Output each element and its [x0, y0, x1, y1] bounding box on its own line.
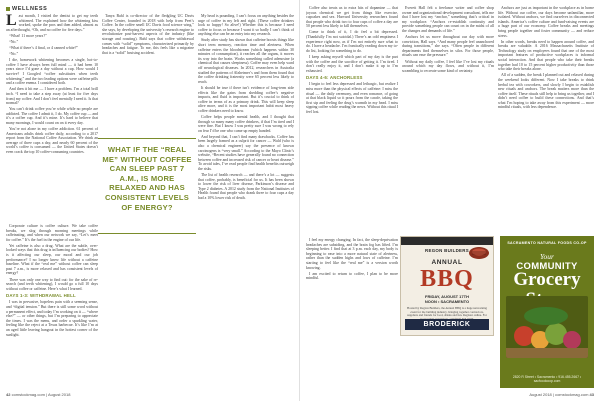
section-heading: DAYS 1-3: WITHDRAWAL HELL [6, 293, 76, 299]
bbq-title: BBQ [420, 266, 474, 292]
footer-separator: | [552, 392, 554, 397]
article-paragraph: Study after study has shown that caffeine boosts things like short term memory, reaction time and alertness. When caffeine enters the bloodstream (which happens within 30 minutes of consumption), it reaches all the organs, it moves its way into the brain. Works something called adenosine (a chemical that causes sleepiness). Coffee may even help ward off neurological diseases. In 2012, researchers in Australia studied the patterns of Alzheimer’s and from them found that the coffee drinking fraternity were 65 percent less likely to reach. [198, 38, 294, 84]
article-paragraph: You can’t drink coffee you’re while while no people are addicted. The coffee I admit it, I do. My coffee cup — and it’s a coffee cup. And it’s mine. It’s hard to believe that many mornings, I would count on on it every day. [6, 107, 98, 125]
grocery-advertisement[interactable] [500, 236, 594, 388]
page-number: 43 [589, 392, 594, 397]
left-col-1b [6, 224, 98, 386]
right-page [300, 0, 600, 401]
article-paragraph: I am excited to return to coffee, I plan to be more mindful. [306, 271, 398, 281]
article-paragraph: Come to think of it, I do feel a bit depressed. (Thankfully I’m not suicidal.) There’s an odd emptiness I experience right now, as if I’m not entirely sure what to do. I have a headache. I’m frantically reading down my to-do list, looking for something to do. [306, 30, 398, 53]
article-paragraph: Anchors let us move throughout our day with more conviction, Hall says. “And many people feel unanchored during transitions,” she says. “Often people in different departments find themselves in silos. For those people, rituals can ease the pressure.” [402, 35, 494, 58]
produce-illustration [506, 296, 588, 358]
bbq-date [405, 294, 489, 304]
article-paragraph: ast month, I visited the dentist to get my teeth whitened. The explained how the whitening kiss worked, spoke the pros and then added, almost as an afterthought, “Oh, and no coffee for five days.” [6, 14, 98, 32]
grocery-community: COMMUNITY [516, 261, 578, 272]
grocery-store-title: Grocery [513, 269, 581, 290]
section-heading: DAYS 4-6: ANCHORLESS [306, 75, 363, 81]
article-paragraph: And beyond that, I can’t find many drawbacks. Coffee has been largely framed as a culprit for cancer — Wald (who is also a chemical engineer) say the presence of known carcinogens is “very small.” According to the Mayo Clinic’s website, “Recent studies have generally found no connection between coffee and increased risk of cancer or heart disease.” To avoid tales, I’ve read people find health benefits outweigh the risks. [198, 134, 294, 171]
article-paragraph: “What! 11 more years?” [9, 33, 47, 38]
article-paragraph: I was in pervasive, hopeless pain with a seeming sense, and “digital tension.” But there is still some word without a permanent effect, and today I’m working on it — “where else?” — or other things, but I’m preparing to appreciate the times. I was the menu, and order a sparkling water, feeling like the reject at a Texas barbecue. It’s like I’m at an aged little leaving hangout in the hottest corner of the sunlight. [6, 300, 98, 337]
article-paragraph: My head is pounding. I can’t focus on anything besides the urge of coffee in my left and right. (These coffee drinkers look so happy! So alive!) Whether this is because I need coffee to focus or because I want it so badly I can’t think of anything else can be an entry into my research. [198, 14, 294, 37]
footer-publication: comstockmag.com [555, 392, 589, 397]
right-col-1b [306, 238, 398, 378]
article-paragraph: Coffee helps people mental health, and I thought that through so many many coffee drinkers, if that I’m tired and I were fine. But I know I was pretty sure I was wrong to rely on fear I’d be one who came up empty handed. [198, 114, 294, 133]
article-paragraph: It should be true if there isn’t evidence of long-term side effects like the gains from shedding coffee’s negative impacts, and fluid is important. But it’s crucial to think of coffee in terms of as a primary drink. This will keep sleep alive more, and it is the most important habit most heavy coffee drinkers need to know. [198, 85, 294, 113]
right-col-1a [306, 6, 398, 228]
article-paragraph: You’re not alone in my coffee addiction. 61 percent of Americans adults drink coffee daily, according to a 2017 report from the National Coffee Association. We drink an average of three cups a day, and nearly 60 percent of the world’s coffee is consumed — the United States doesn’t even crack the top 10 coffee-consuming countries. [6, 127, 98, 155]
left-footer [6, 392, 70, 397]
article-paragraph: I begin to feel less depressed and lethargic, but realize I miss more than the physical effects of caffeine: I miss the ritual — the daily ceremony, and even romance, of going at that black liquid so it pours from the carafe, taking the first sip and feeling the drug’s warmth in my head. I miss sipping coffee while reading the news. Without this ritual I feel lost. [306, 82, 398, 114]
bbq-date-line: FRIDAY, AUGUST 17TH [425, 294, 469, 299]
bbq-advertisement[interactable] [400, 236, 494, 336]
article-paragraph: All of a sudden, the break I planned out and relaxed during the weekend looks different. Now I take breaks to drink herbal tea with coworkers, and slowly I begin to establish new rituals and anchors. The break matters more than the coffee itself. These rituals still help to bring us together, and I didn’t need coffee to build these connections. And that’s what I’m hoping to take away from this experiment — more mindful rituals, with less dependence. [498, 73, 594, 110]
article-paragraph: I die, homework whitening becomes a single, hot-to-coffee I have always been full mind — it had been 10 years since I’d gone a day without a cup. How would I survive? I Googled “coffee substitutes when teeth whitening,” and the two leading options were caffeine pills and a coffee enema. I considered both. [6, 58, 98, 86]
bbq-annual: ANNUAL [431, 259, 463, 266]
right-col-3 [498, 6, 594, 228]
article-paragraph: “No.” [9, 52, 19, 57]
article-paragraph: I keep asking myself which part of my day is the part with the coffee and the sacrifice of getting it. I’m tired. I don’t really enjoy it, and I don’t make it up to I’m exhausted. [306, 54, 398, 73]
bbq-date-line: NOON • SACRAMENTO [424, 299, 470, 304]
article-paragraph: Corporate culture is coffee culture. We take coffee breaks, we slog through morning meetings while caffeinating, and when our network we say, “Let’s meet for coffee.” It’s the fuel in the engine of our life. [6, 224, 98, 242]
article-paragraph: Tanya Bahl is co-director of the fledgling UC Davis Coffee Center, founded in 2018 with help from Peet’s Coffee. In the coffee smell UC Davis food science wing,” she says, by developing the university’s research engine to revolutionize post-harvest aspects of the industry (like storage and roasting). Bahl says that coffee withdrawal comes with “solid” symptoms, characterized primarily by headaches and fatigue. To me, this feels like a migraine that is a “solid” bruising accident. [102, 14, 194, 55]
footer-separator: | [46, 392, 48, 397]
article-paragraph: Everett Hall felt a freelance writer and coffee shop owner and organizational development consultant, tells me that I have lost my “anchor,” something that’s critical in my workplace. “Anchors re-establish continuity and provide something people can count on in the midst of all the changes and demands of life.” [402, 6, 494, 33]
right-footer [529, 392, 594, 397]
left-col-2 [102, 14, 194, 134]
left-col-2b [102, 238, 194, 386]
article-paragraph: Yet caffeine is also a drug. What are the subtle, over-looked ways that this drug is influencing our bodies? How is it affecting our sleep, our mood and our job performance? I no longer knew life without a caffeine baseline. What if the “real me” without coffee can sleep past 7 a.m., is more relaxed and has consistent levels of energy? [6, 243, 98, 276]
article-paragraph: Anchors are just as important in the workplace as in home life. Without our coffee, our days become unfamiliar, more isolated. Without anchors, we find ourselves in disconnected islands. America’s coffee culture and fund-raising events are a huge part of our economy. Coffee breaks and meetings bring people together and foster community — and reduce stress. [498, 6, 594, 38]
grocery-footer: 2820 R Street • Sacramento • 916.455.2667 • sacfoodcoop.com [512, 374, 582, 383]
bbq-body: Hosted by Region Builders, the Annual BBQ is a huge networking event for the building industry, bringing together contractors, suppliers and friends for food, drinks and fun. Register online. For [407, 306, 487, 318]
article-paragraph: “No.” [9, 39, 19, 44]
left-col-3 [198, 14, 294, 386]
article-paragraph: And then it hit me — I have a problem. I’m a total brill inch. “I need to take a step away (at least for five days from) my coffee. And I don’t feel mentally I need it. Is that normal? [6, 87, 98, 106]
section-square-icon [6, 7, 10, 11]
footer-issue: August 2018 [529, 392, 552, 397]
pull-quote: WHAT IF THE “REAL ME” WITHOUT COFFEE CAN SLEEP PAST 7 A.M., IS MORE RELAXED AND HAS CONSISTENT LEVELS OF ENERGY? [98, 138, 196, 234]
article-paragraph: There was only one way to find out: for the sake of re-search (and teeth whitening), I would go a full 10 days without coffee or caffeine. Here’s what I learned. [6, 277, 98, 291]
article-paragraph: “What if there’s 4 final, or 4 canned white?” [9, 46, 79, 51]
article-paragraph: Without my daily coffee, I feel like I’ve lost my rituals around which my day flows, and without it, I’m scrambling to recreate some kind of certainty. [402, 59, 494, 73]
footer-publication: comstockmag.com [11, 392, 45, 397]
section-tag: WELLNESS [6, 6, 47, 12]
article-paragraph: The list of health research — and there’s a lot — suggests that coffee, probably, is beneficial for us. It has been shown to lower the risk of liver disease, Parkinson’s disease and Type 2 diabetes. A 2012 study from the National Institutes of Health found that people who drank three to four cups a day had a 10% lower risk of death. [198, 173, 294, 201]
right-col-2 [402, 6, 494, 228]
grocery-your: Your [540, 252, 554, 261]
bbq-brand: REGON BUILDERS [425, 248, 469, 253]
drop-cap: L [6, 14, 17, 29]
article-paragraph: I feel my energy changing. In fact, the sleep-deprivation headaches are subsiding, and the brain fog has lifted. I’m sleeping better. I find that at 3 p.m. each day, my body is beginning to ease into a more natural state of alertness, rather than the sudden highs and lows of caffeine. I’m starting to feel like the “real me” is a version worth knowing. [306, 238, 398, 270]
article-paragraph: Coffee also treats us to extra hits of dopamine — that joyous chemical we get from things like exercise, cupcakes and sex. Harvard University researchers found that people who drink two to four cups of coffee a day are 50 percent less likely to kill themselves. [306, 6, 398, 29]
footer-issue: August 2018 [47, 392, 71, 397]
article-paragraph: In other words, breaks need to happen around coffee, and breaks are valuable. A 2016 Massachusetts Institute of Technology study on employees found that one of the most important features of productive workplaces is informal social interaction. And that people who take their breaks together had 10 to 15 percent higher productivity than those who take their breaks alone. [498, 39, 594, 72]
page-number: 42 [6, 392, 11, 397]
produce-photo [506, 296, 588, 358]
grocery-org: SACRAMENTO NATURAL FOODS CO-OP [507, 241, 587, 245]
sponsor-logo: BRODERICK [405, 319, 489, 330]
